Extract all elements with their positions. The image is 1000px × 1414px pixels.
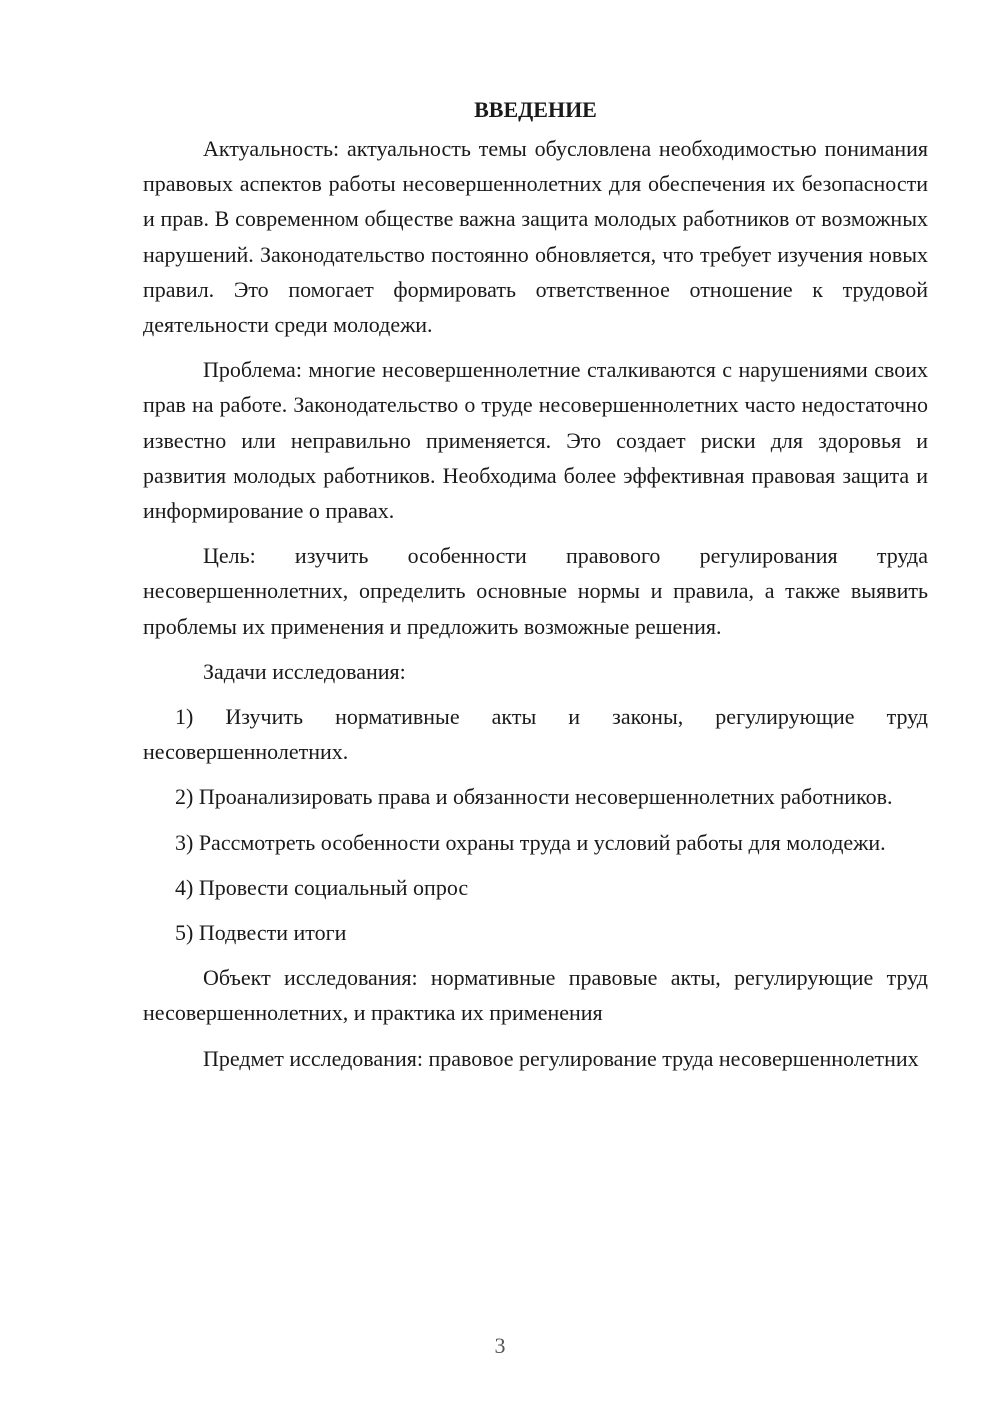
problem-paragraph: Проблема: многие несовершеннолетние сталкиваются с нарушениями своих прав на работе. Законодательство о труде несовершеннолетних часто недостаточно известно или неправильно применяется. Это создает риски для здоровья и развития молодых работников. Необходима более эффективная правовая защита и информирование о правах. — [143, 357, 928, 524]
page-number: 3 — [494, 1333, 506, 1358]
task-item-2: 2) Проанализировать права и обязанности несовершеннолетних работников. — [175, 784, 893, 810]
relevance-paragraph: Актуальность: актуальность темы обусловлена необходимостью понимания правовых аспектов работы несовершеннолетних для обеспечения их безопасности и прав. В современном обществе важна защита молодых работников от возможных нарушений. Законодательство постоянно обновляется, что требует изучения новых правил. Это помогает формировать ответственное отношение к трудовой деятельности среди молодежи. — [143, 136, 928, 338]
task-item-4: 4) Провести социальный опрос — [175, 874, 469, 900]
task-item-5: 5) Подвести итоги — [175, 920, 347, 946]
section-title: ВВЕДЕНИЕ — [474, 97, 597, 122]
object-paragraph: Объект исследования: нормативные правовые акты, регулирующие труд несовершеннолетних, и практика их применения — [143, 965, 928, 1026]
subject-paragraph: Предмет исследования: правовое регулирование труда несовершеннолетних — [203, 1045, 919, 1071]
goal-paragraph: Цель: изучить особенности правового регулирования труда несовершеннолетних, определить основные нормы и правила, а также выявить проблемы их применения и предложить возможные решения. — [143, 543, 928, 639]
page-body — [143, 92, 928, 1086]
tasks-heading: Задачи исследования: — [203, 658, 406, 684]
task-item-1: 1) Изучить нормативные акты и законы, регулирующие труд несовершеннолетних. — [143, 704, 928, 765]
task-item-3: 3) Рассмотреть особенности охраны труда и условий работы для молодежи. — [175, 829, 886, 855]
